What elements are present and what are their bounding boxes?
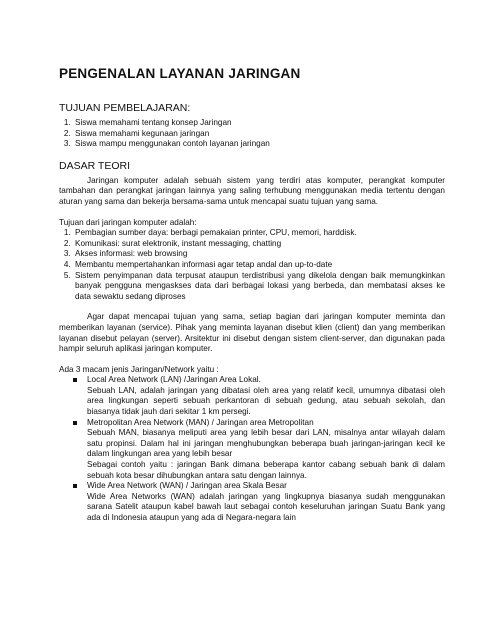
bullet-item-man [59,418,445,429]
bullet-description: Sebagai contoh yaitu : jaringan Bank dimana beberapa kantor cabang sebuah bank di dalam sebuah kota besar dihubungkan antara satu dengan lainnya. [87,460,445,480]
list-item: 2. Komunikasi: surat elektronik, instant messaging, chatting [73,239,445,250]
bullet-label: Metropolitan Area Network (MAN) / Jaringan area Metropolitan [87,417,314,427]
square-bullet-icon [73,378,77,382]
jenis-intro: Ada 3 macam jenis Jaringan/Network yaitu : [59,364,219,374]
paragraph: Agar dapat mencapai tujuan yang sama, setiap bagian dari jaringan komputer meminta dan memberikan layanan (service). Pihak yang meminta layanan disebut klien (client) dan yang memberikan layanan disebut pelayan (server). Arsitektur ini disebut dengan sistem client-server, dan digunakan pada hampir seluruh aplikasi jaringan komputer. [59,312,445,354]
bullet-description: Sebuah LAN, adalah jaringan yang dibatasi oleh area yang relatif kecil, umumnya dibatasi oleh area lingkungan seperti sebuah perkantoran di sebuah gedung, atau sebuah sekolah, dan biasanya tidak jauh dari sekitar 1 km persegi. [87,385,445,417]
list-item: 5. Sistem penyimpanan data terpusat ataupun terdistribusi yang dikelola dengan baik memungkinkan banyak pengguna mengaskses data dari berbagai lokasi yang berbeda, dan membatasi akses ke data sewaktu sedang diproses [73,271,445,303]
bullet-description: Sebuah MAN, biasanya meliputi area yang lebih besar dari LAN, misalnya antar wilayah dalam satu propinsi. Dalam hal ini jaringan menghubungkan beberapa buah jaringan-jaringan kecil ke dalam lingkungan area yang lebih besar [87,428,445,459]
square-bullet-icon [73,421,77,425]
list-item: 3. Akses informasi: web browsing [73,249,445,260]
bullet-item-wan [59,481,445,492]
bullet-label: Wide Area Network (WAN) / Jaringan area Skala Besar [87,481,287,491]
list-item: 1. Siswa memahami tentang konsep Jaringan [73,118,445,129]
square-bullet-icon [73,484,77,488]
list-item: 3. Siswa mampu menggunakan contoh layanan jaringan [73,139,445,150]
list-item: 1. Pembagian sumber daya: berbagi pemakaian printer, CPU, memori, harddisk. [73,228,445,239]
tujuan-jaringan-list [59,228,445,302]
tujuan-heading: TUJUAN PEMBELAJARAN: [59,102,191,114]
bullet-item-lan [59,375,445,386]
list-item: 4. Membantu mempertahankan informasi agar tetap andal dan up-to-date [73,260,445,271]
tujuan-jaringan-intro: Tujuan dari jaringan komputer adalah: [59,217,197,227]
tujuan-list [59,118,445,150]
list-item: 2. Siswa memahami kegunaan jaringan [73,129,445,140]
paragraph: Jaringan komputer adalah sebuah sistem yang terdiri atas komputer, perangkat komputer tambahan dan perangkat jaringan lainnya yang saling terhubung menggunakan media tertentu dengan aturan yang sama dan bekerja bersama-sama untuk mencapai suatu tujuan yang sama. [59,175,445,206]
page-title: PENGENALAN LAYANAN JARINGAN [59,66,301,81]
document-content [59,66,445,524]
bullet-description: Wide Area Networks (WAN) adalah jaringan yang lingkupnya biasanya sudah menggunakan sarana Satelit ataupun kabel bawah laut sebagai contoh keseluruhan jaringan Suatu Bank yang ada di Indonesia ataupun yang ada di Negara-negara lain [87,491,445,522]
dasar-heading: DASAR TEORI [59,159,130,172]
bullet-label: Local Area Network (LAN) /Jaringan Area Lokal. [87,375,261,385]
